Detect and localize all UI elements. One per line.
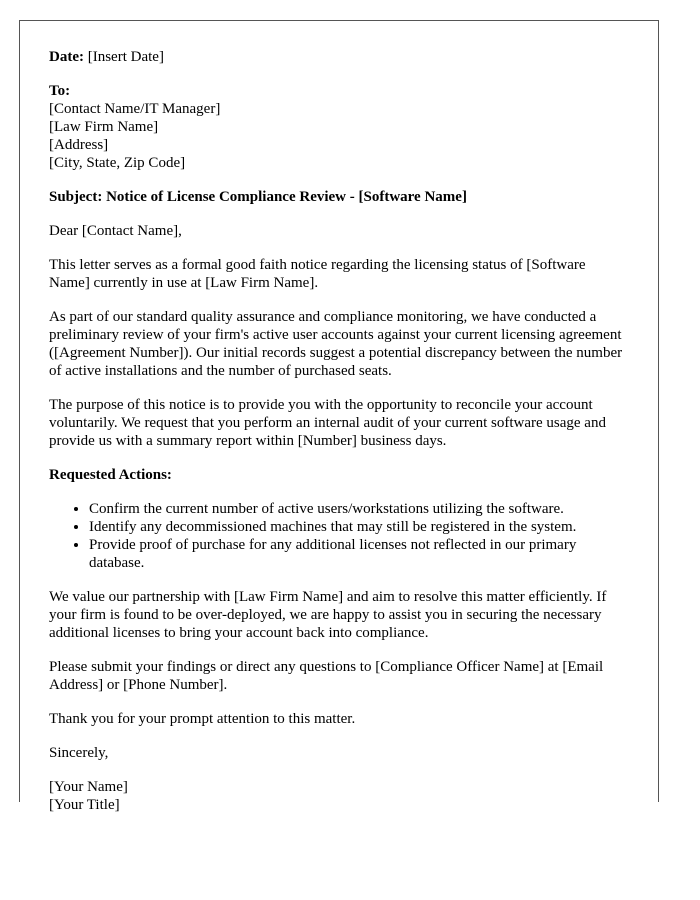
- closing: Sincerely,: [49, 745, 109, 761]
- subject-line: Subject: Notice of License Compliance Review - [Software Name]: [49, 189, 467, 205]
- recipient-firm: [Law Firm Name]: [49, 119, 159, 135]
- actions-list: [49, 500, 629, 572]
- signature-name: [Your Name]: [49, 779, 128, 795]
- action-item: • Confirm the current number of active users/workstations utilizing the software.: [89, 500, 629, 518]
- paragraph-contact: Please submit your findings or direct any questions to [Compliance Officer Name] at [Email Address] or [Phone Number].: [49, 659, 604, 693]
- paragraph-partnership: We value our partnership with [Law Firm Name] and aim to resolve this matter efficiently. If your firm is found to be over-deployed, we are happy to assist you in securing the necessary additional licenses to bring your account back into compliance.: [49, 589, 607, 641]
- recipient-address: [Address]: [49, 137, 109, 153]
- to-label: To:: [49, 83, 71, 99]
- letter-page: [19, 20, 659, 813]
- paragraph-review: As part of our standard quality assurance and compliance monitoring, we have conducted a preliminary review of your firm's active user accounts against your current licensing agreement ([Agreement Number]). Our initial records suggest a potential discrepancy between the number of active installations and the number of purchased seats.: [49, 309, 623, 379]
- recipient-city: [City, State, Zip Code]: [49, 155, 186, 171]
- date-label: Date:: [49, 49, 84, 65]
- paragraph-intro: This letter serves as a formal good faith notice regarding the licensing status of [Software Name] currently in use at [Law Firm Name].: [49, 257, 586, 291]
- action-item: • Provide proof of purchase for any additional licenses not reflected in our primary database.: [89, 536, 629, 572]
- recipient-block: [49, 82, 629, 172]
- recipient-contact: [Contact Name/IT Manager]: [49, 101, 221, 117]
- signature-title: [Your Title]: [49, 797, 120, 813]
- signature-block: [49, 778, 629, 814]
- paragraph-purpose: The purpose of this notice is to provide you with the opportunity to reconcile your account voluntarily. We request that you perform an internal audit of your current software usage and provide us with a summary report within [Number] business days.: [49, 397, 606, 449]
- date-value: [Insert Date]: [87, 49, 164, 65]
- action-item: • Identify any decommissioned machines that may still be registered in the system.: [89, 518, 629, 536]
- letter-body: [20, 21, 658, 814]
- actions-heading: Requested Actions:: [49, 467, 172, 483]
- date-line: [49, 48, 629, 66]
- paragraph-thanks: Thank you for your prompt attention to this matter.: [49, 711, 356, 727]
- salutation: Dear [Contact Name],: [49, 223, 182, 239]
